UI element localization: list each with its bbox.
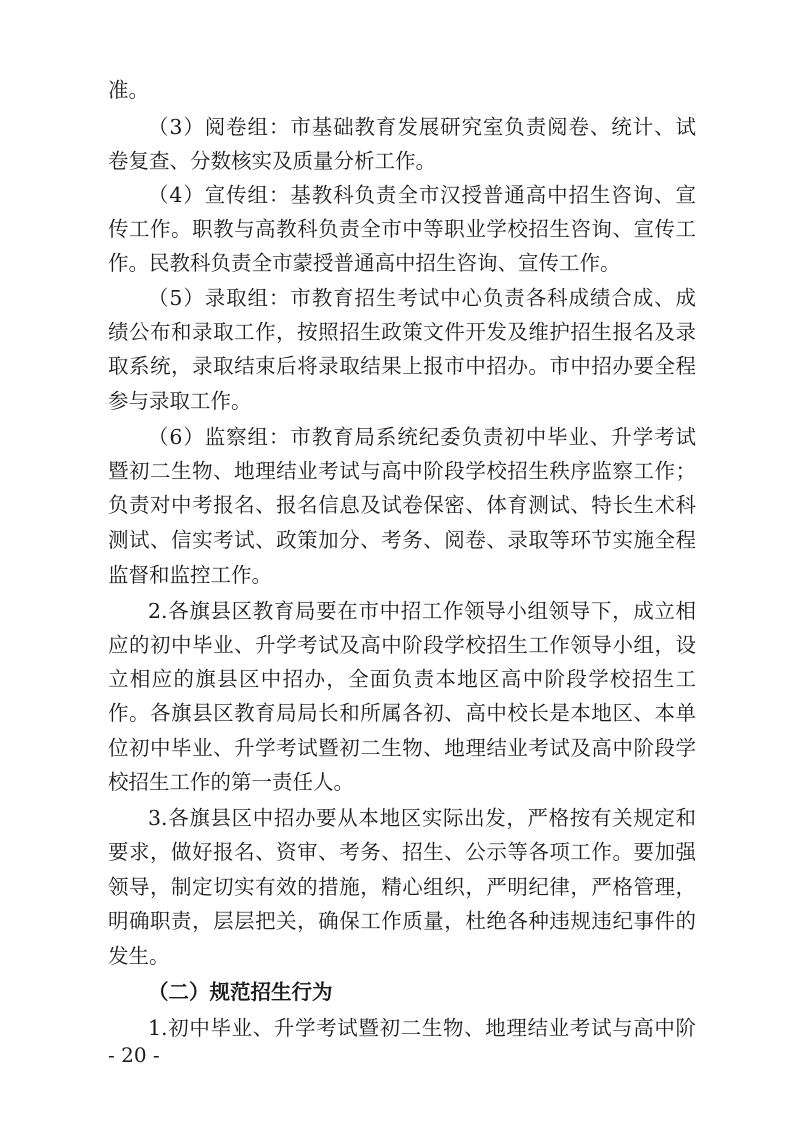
page-number: - 20 -	[108, 1043, 160, 1067]
text-line: 1.初中毕业、升学考试暨初二生物、地理结业考试与高中阶	[148, 1016, 696, 1040]
text-line: （5）录取组：市教育招生考试中心负责各科成绩合成、成	[148, 286, 696, 310]
text-line: 暨初二生物、地理结业考试与高中阶段学校招生秩序监察工作；	[108, 459, 696, 483]
section-heading: （二）规范招生行为	[148, 980, 333, 1004]
text-line: 取系统，录取结束后将录取结果上报市中招办。市中招办要全程	[108, 354, 696, 378]
text-line: 3.各旗县区中招办要从本地区实际出发，严格按有关规定和	[148, 806, 696, 830]
text-line: 准。	[108, 78, 149, 102]
text-line: 测试、信实考试、政策加分、考务、阅卷、录取等环节实施全程	[108, 528, 696, 552]
text-line: 传工作。职教与高教科负责全市中等职业学校招生咨询、宣传工	[108, 217, 696, 241]
text-line: 参与录取工作。	[108, 389, 252, 413]
text-line: 应的初中毕业、升学考试及高中阶段学校招生工作领导小组，设	[108, 633, 696, 657]
text-line: 绩公布和录取工作，按照招生政策文件开发及维护招生报名及录	[108, 320, 696, 344]
text-line: 要求，做好报名、资审、考务、招生、公示等各项工作。要加强	[108, 840, 696, 864]
text-line: 校招生工作的第一责任人。	[108, 770, 354, 794]
text-line: 领导，制定切实有效的措施，精心组织，严明纪律，严格管理，	[108, 875, 696, 899]
text-line: 作。各旗县区教育局局长和所属各初、高中校长是本地区、本单	[108, 701, 696, 725]
text-line: 监督和监控工作。	[108, 563, 272, 587]
text-line: 位初中毕业、升学考试暨初二生物、地理结业考试及高中阶段学	[108, 736, 696, 760]
text-line: 作。民教科负责全市蒙授普通高中招生咨询、宣传工作。	[108, 251, 621, 275]
text-line: 卷复查、分数核实及质量分析工作。	[108, 149, 436, 173]
text-line: 立相应的旗县区中招办，全面负责本地区高中阶段学校招生工	[108, 667, 696, 691]
text-line: （6）监察组：市教育局系统纪委负责初中毕业、升学考试	[148, 425, 696, 449]
text-line: 2.各旗县区教育局要在市中招工作领导小组领导下，成立相	[148, 599, 696, 623]
text-line: （3）阅卷组：市基础教育发展研究室负责阅卷、统计、试	[148, 115, 696, 139]
text-line: （4）宣传组：基教科负责全市汉授普通高中招生咨询、宣	[148, 183, 696, 207]
text-line: 负责对中考报名、报名信息及试卷保密、体育测试、特长生术科	[108, 493, 696, 517]
text-line: 发生。	[108, 944, 170, 968]
text-line: 明确职责，层层把关，确保工作质量，杜绝各种违规违纪事件的	[108, 909, 696, 933]
